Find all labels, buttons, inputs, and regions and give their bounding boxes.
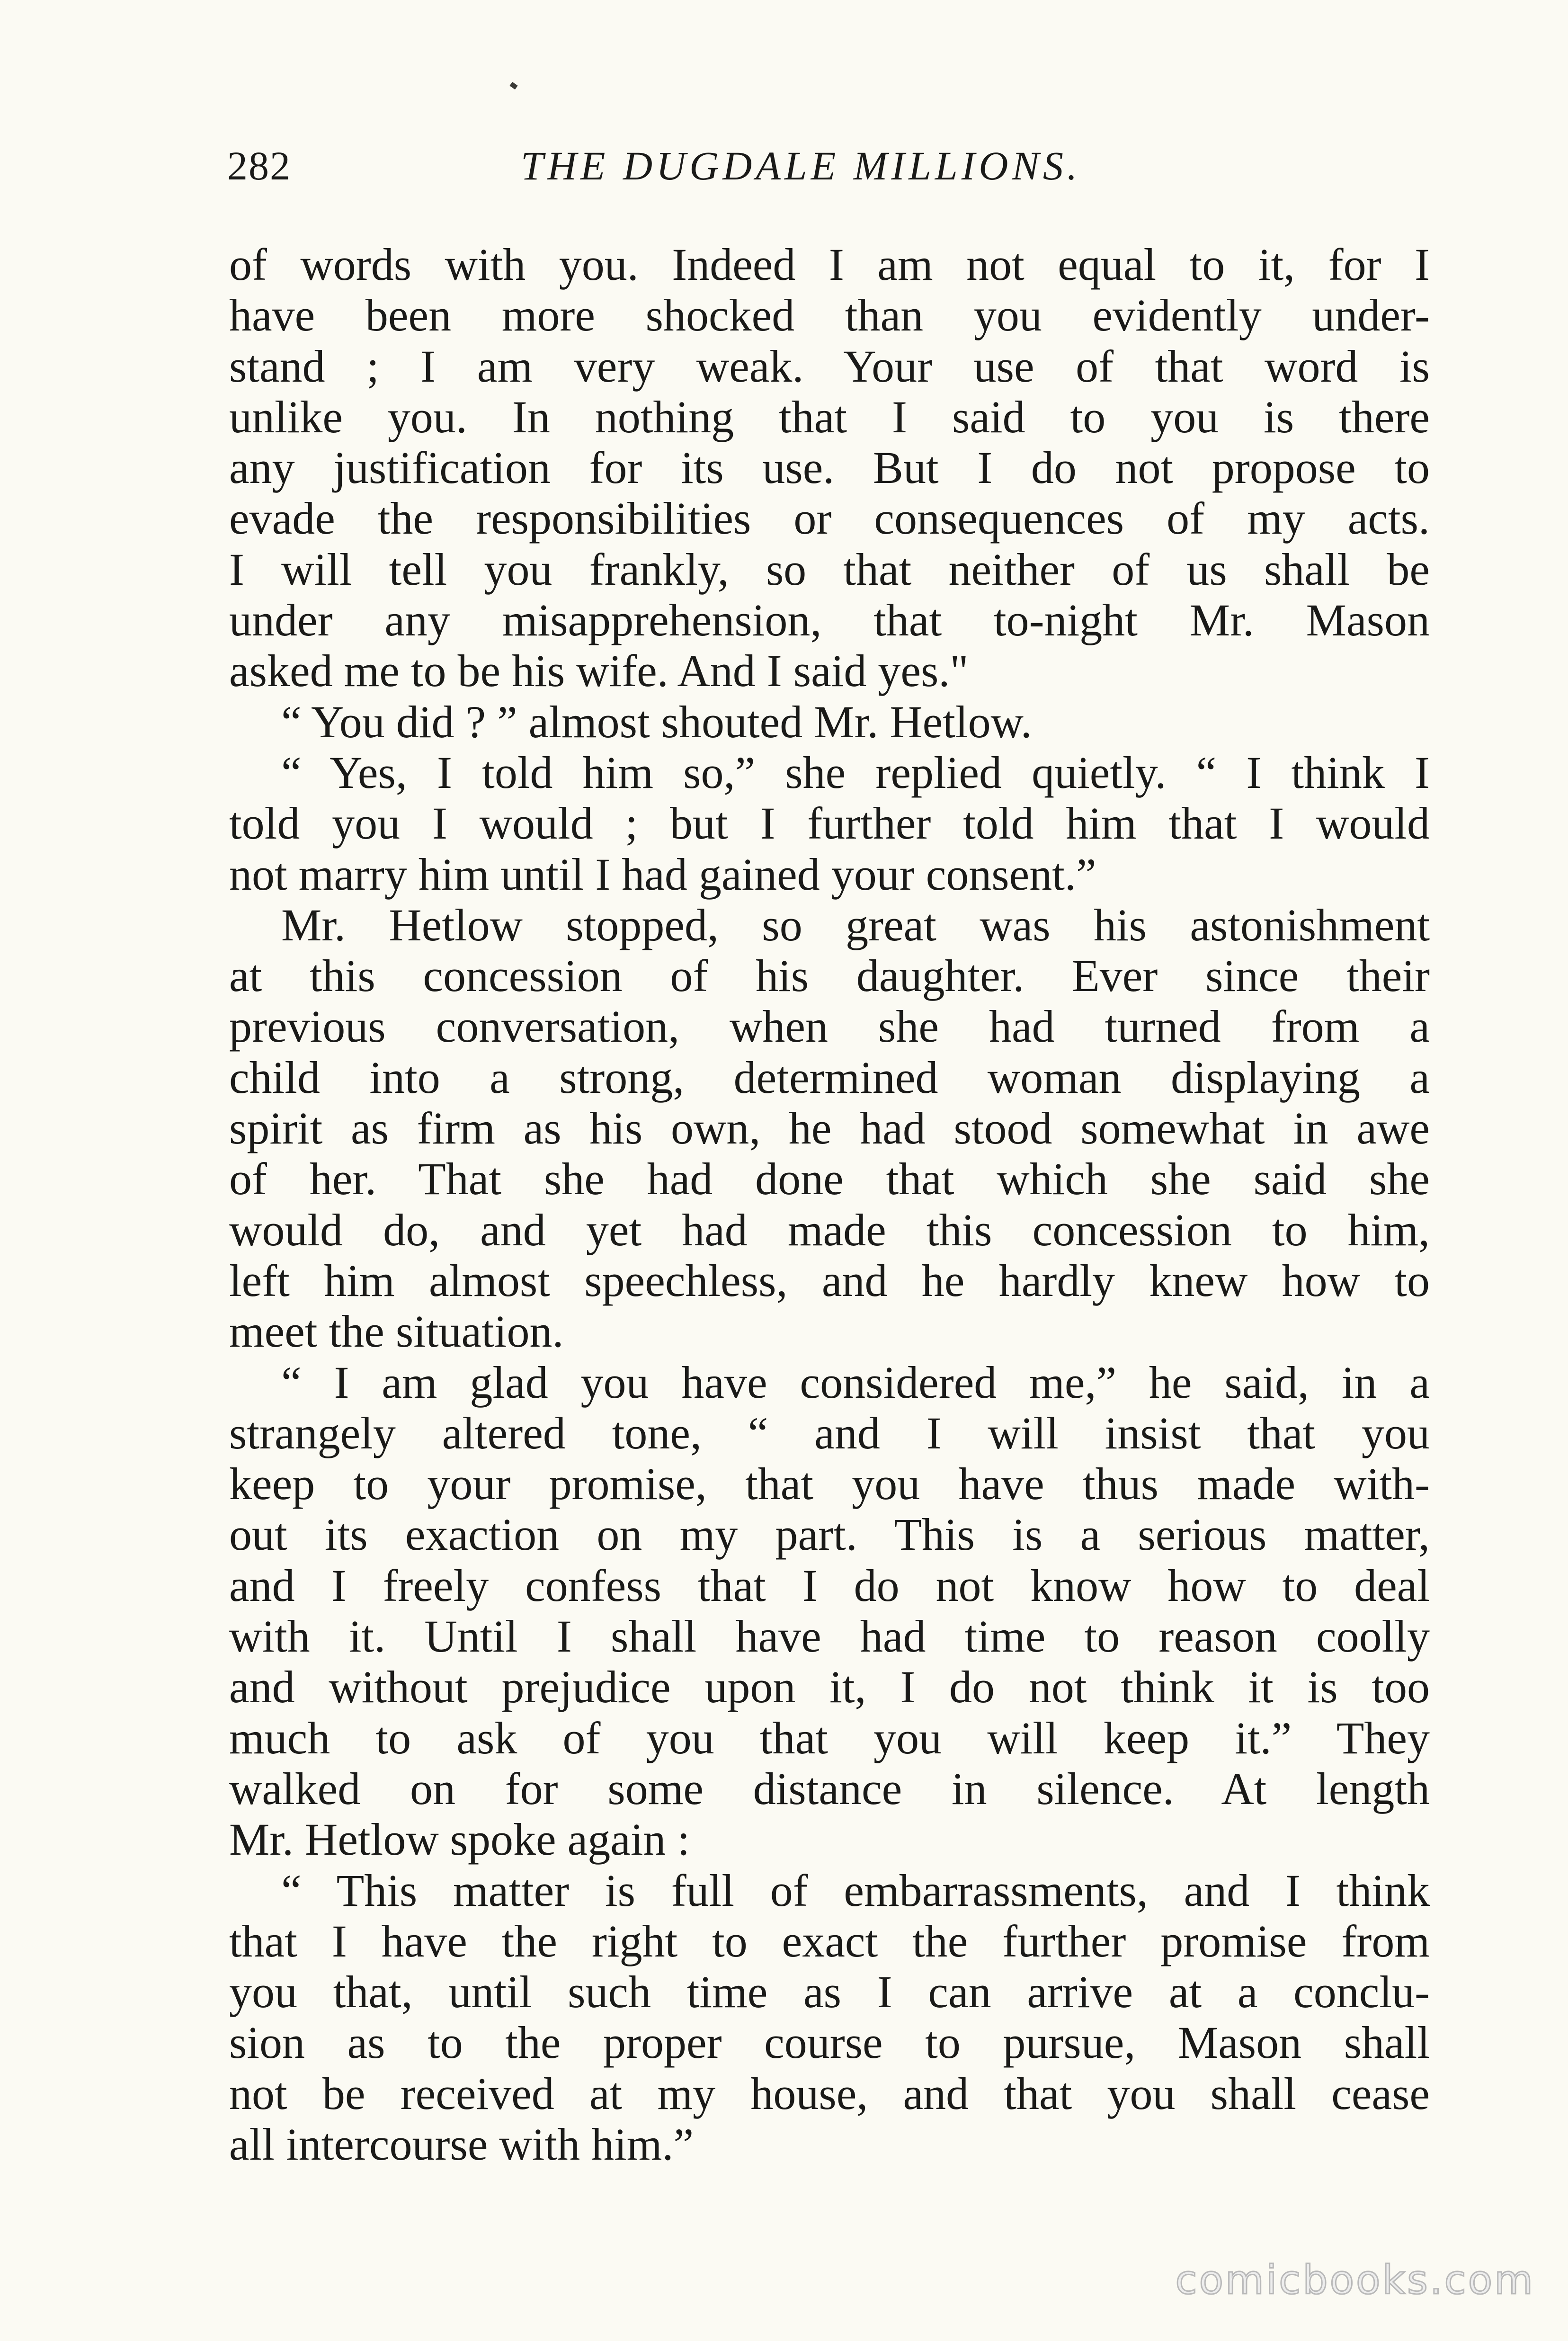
text-line: meet the situation.	[229, 1306, 564, 1357]
page-header	[227, 142, 1439, 208]
text-line: keep to your promise, that you have thus made with-	[229, 1458, 1430, 1510]
text-line: and I freely confess that I do not know how to deal	[229, 1560, 1430, 1611]
text-line: of words with you. Indeed I am not equal to it, for I	[229, 239, 1430, 290]
ink-speck	[509, 82, 517, 89]
text-line: of her. That she had done that which she said she	[229, 1153, 1430, 1205]
running-title: THE DUGDALE MILLIONS.	[521, 143, 1081, 188]
text-line: I will tell you frankly, so that neither of us shall be	[229, 544, 1430, 595]
text-line: not marry him until I had gained your consent.”	[229, 849, 1096, 900]
text-line: sion as to the proper course to pursue, Mason shall	[229, 2017, 1430, 2068]
text-line: that I have the right to exact the further promise from	[229, 1915, 1430, 1966]
text-line: out its exaction on my part. This is a serious matter,	[229, 1509, 1430, 1560]
text-line: told you I would ; but I further told him that I would	[229, 798, 1430, 849]
watermark: comicbooks.com	[1175, 2257, 1535, 2303]
text-line: previous conversation, when she had turned from a	[229, 1001, 1430, 1052]
text-line: Mr. Hetlow stopped, so great was his astonishment	[281, 899, 1430, 950]
text-line: child into a strong, determined woman displaying a	[229, 1052, 1430, 1103]
text-line: spirit as firm as his own, he had stood somewhat in awe	[229, 1103, 1430, 1154]
text-line: strangely altered tone, “ and I will insist that you	[229, 1407, 1430, 1458]
text-line: “ Yes, I told him so,” she replied quietly. “ I think I	[281, 747, 1430, 798]
text-line: unlike you. In nothing that I said to you is there	[229, 391, 1430, 442]
text-line: “ I am glad you have considered me,” he said, in a	[281, 1357, 1430, 1408]
text-line: all intercourse with him.”	[229, 2118, 694, 2170]
text-line: have been more shocked than you evidently under-	[229, 290, 1430, 341]
text-line: you that, until such time as I can arrive at a conclu-	[229, 1966, 1430, 2018]
text-line: “ You did ? ” almost shouted Mr. Hetlow.	[281, 696, 1032, 747]
text-line: at this concession of his daughter. Ever since their	[229, 950, 1430, 1001]
text-line: walked on for some distance in silence. At length	[229, 1763, 1430, 1814]
text-line: asked me to be his wife. And I said yes."	[229, 645, 969, 697]
page-number: 282	[227, 143, 291, 188]
text-line: any justification for its use. But I do not propose to	[229, 442, 1430, 493]
text-line: not be received at my house, and that you shall cease	[229, 2068, 1430, 2119]
body-text	[229, 239, 1430, 2170]
text-line: under any misapprehension, that to-night Mr. Mason	[229, 595, 1430, 646]
text-line: left him almost speechless, and he hardly knew how to	[229, 1255, 1430, 1306]
text-line: “ This matter is full of embarrassments, and I think	[281, 1865, 1430, 1916]
text-line: much to ask of you that you will keep it.” They	[229, 1712, 1430, 1763]
text-line: Mr. Hetlow spoke again :	[229, 1814, 690, 1865]
text-line: and without prejudice upon it, I do not think it is too	[229, 1662, 1430, 1713]
text-line: with it. Until I shall have had time to reason coolly	[229, 1611, 1430, 1662]
text-line: evade the responsibilities or consequences of my acts.	[229, 493, 1430, 544]
text-line: would do, and yet had made this concession to him,	[229, 1204, 1430, 1255]
text-line: stand ; I am very weak. Your use of that word is	[229, 340, 1430, 392]
